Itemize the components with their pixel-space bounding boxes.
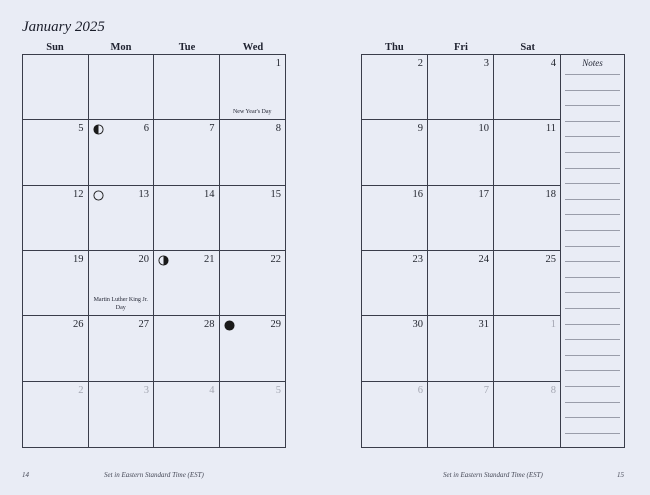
calendar-day-cell[interactable] bbox=[89, 316, 155, 381]
day-header-mon: Mon bbox=[110, 42, 132, 53]
day-number: 15 bbox=[270, 188, 281, 200]
moon-new-icon bbox=[224, 320, 235, 331]
calendar-day-cell[interactable] bbox=[220, 251, 286, 316]
calendar-day-cell[interactable] bbox=[89, 251, 155, 316]
day-header-sun: Sun bbox=[46, 42, 64, 53]
calendar-day-cell[interactable] bbox=[154, 55, 220, 120]
day-number: 22 bbox=[270, 254, 281, 265]
day-number: 21 bbox=[204, 254, 215, 265]
notes-line[interactable] bbox=[565, 324, 620, 325]
holiday-label: New Year's Day bbox=[232, 108, 272, 115]
calendar-day-cell[interactable] bbox=[89, 186, 155, 251]
notes-line[interactable] bbox=[565, 386, 620, 387]
right-timezone-note: Set in Eastern Standard Time (EST) bbox=[443, 471, 543, 479]
calendar-day-cell[interactable] bbox=[220, 55, 286, 120]
day-number: 17 bbox=[478, 188, 489, 200]
day-number: 23 bbox=[412, 254, 423, 265]
right-page-number: 15 bbox=[617, 471, 624, 479]
notes-line[interactable] bbox=[565, 246, 620, 247]
calendar-day-cell[interactable] bbox=[362, 186, 428, 251]
calendar-day-cell[interactable] bbox=[494, 55, 560, 120]
notes-line[interactable] bbox=[565, 199, 620, 200]
calendar-day-cell[interactable] bbox=[494, 120, 560, 185]
notes-line[interactable] bbox=[565, 277, 620, 278]
day-number: 8 bbox=[550, 384, 556, 396]
calendar-day-cell[interactable] bbox=[494, 316, 560, 381]
moon-last-quarter-icon bbox=[158, 255, 169, 266]
notes-line[interactable] bbox=[565, 230, 620, 231]
day-number: 4 bbox=[209, 384, 215, 396]
page-title: January 2025 bbox=[22, 19, 105, 35]
day-number: 27 bbox=[138, 319, 149, 331]
day-number: 29 bbox=[270, 319, 281, 331]
left-timezone-note: Set in Eastern Standard Time (EST) bbox=[104, 471, 204, 479]
day-number: 24 bbox=[478, 254, 489, 265]
calendar-day-cell[interactable] bbox=[220, 186, 286, 251]
calendar-grid-right bbox=[361, 54, 561, 448]
calendar-day-cell[interactable] bbox=[362, 316, 428, 381]
calendar-day-cell[interactable] bbox=[220, 382, 286, 447]
notes-line[interactable] bbox=[565, 152, 620, 153]
day-number: 3 bbox=[143, 384, 149, 396]
calendar-day-cell[interactable] bbox=[23, 251, 89, 316]
calendar-day-cell[interactable] bbox=[23, 186, 89, 251]
notes-line[interactable] bbox=[565, 136, 620, 137]
day-number: 2 bbox=[417, 58, 423, 69]
notes-line[interactable] bbox=[565, 308, 620, 309]
calendar-day-cell[interactable] bbox=[362, 120, 428, 185]
day-number: 16 bbox=[412, 188, 423, 200]
day-number: 7 bbox=[483, 384, 489, 396]
notes-line[interactable] bbox=[565, 74, 620, 75]
notes-line[interactable] bbox=[565, 355, 620, 356]
day-number: 6 bbox=[417, 384, 423, 396]
day-number: 5 bbox=[275, 384, 281, 396]
calendar-day-cell[interactable] bbox=[154, 186, 220, 251]
day-number: 1 bbox=[275, 58, 281, 69]
calendar-day-cell[interactable] bbox=[494, 186, 560, 251]
calendar-day-cell[interactable] bbox=[362, 251, 428, 316]
notes-line[interactable] bbox=[565, 402, 620, 403]
day-number: 12 bbox=[73, 188, 84, 200]
calendar-day-cell[interactable] bbox=[23, 382, 89, 447]
day-number: 25 bbox=[545, 254, 556, 265]
day-number: 1 bbox=[550, 319, 556, 331]
day-number: 7 bbox=[209, 123, 215, 135]
notes-line[interactable] bbox=[565, 214, 620, 215]
holiday-label: Martin Luther King Jr. Day bbox=[93, 297, 148, 311]
day-number: 8 bbox=[275, 123, 281, 135]
calendar-day-cell[interactable] bbox=[220, 120, 286, 185]
notes-line[interactable] bbox=[565, 90, 620, 91]
day-number: 10 bbox=[478, 123, 489, 135]
calendar-day-cell[interactable] bbox=[428, 251, 494, 316]
notes-line[interactable] bbox=[565, 183, 620, 184]
day-header-sat: Sat bbox=[520, 42, 535, 53]
day-number: 2 bbox=[78, 384, 84, 396]
day-header-fri: Fri bbox=[453, 42, 468, 53]
notes-line[interactable] bbox=[565, 417, 620, 418]
calendar-day-cell[interactable] bbox=[362, 382, 428, 447]
calendar-day-cell[interactable] bbox=[23, 55, 89, 120]
calendar-day-cell[interactable] bbox=[428, 186, 494, 251]
day-number: 31 bbox=[478, 319, 489, 331]
day-number: 19 bbox=[73, 254, 84, 265]
notes-title: Notes bbox=[582, 58, 603, 68]
calendar-day-cell[interactable] bbox=[428, 316, 494, 381]
day-header-thu: Thu bbox=[384, 42, 404, 53]
day-number: 11 bbox=[545, 123, 556, 135]
day-number: 4 bbox=[550, 58, 556, 69]
notes-line[interactable] bbox=[565, 370, 620, 371]
day-number: 5 bbox=[78, 123, 84, 135]
calendar-day-cell[interactable] bbox=[494, 251, 560, 316]
day-number: 9 bbox=[417, 123, 423, 135]
calendar-day-cell[interactable] bbox=[494, 382, 560, 447]
calendar-day-cell[interactable] bbox=[23, 120, 89, 185]
notes-line[interactable] bbox=[565, 121, 620, 122]
day-number: 30 bbox=[412, 319, 423, 331]
calendar-day-cell[interactable] bbox=[89, 120, 155, 185]
calendar-day-cell[interactable] bbox=[362, 55, 428, 120]
day-number: 18 bbox=[545, 188, 556, 200]
calendar-day-cell[interactable] bbox=[154, 251, 220, 316]
day-header-wed: Wed bbox=[242, 42, 264, 53]
calendar-day-cell[interactable] bbox=[220, 316, 286, 381]
moon-full-icon bbox=[93, 190, 104, 201]
calendar-day-cell[interactable] bbox=[428, 382, 494, 447]
notes-line[interactable] bbox=[565, 292, 620, 293]
calendar-day-cell[interactable] bbox=[89, 382, 155, 447]
day-number: 14 bbox=[204, 188, 215, 200]
day-number: 6 bbox=[143, 123, 149, 135]
notes-line[interactable] bbox=[565, 261, 620, 262]
moon-first-quarter-icon bbox=[93, 124, 104, 135]
calendar-day-cell[interactable] bbox=[89, 55, 155, 120]
day-number: 20 bbox=[138, 254, 149, 265]
calendar-day-cell[interactable] bbox=[154, 120, 220, 185]
notes-column bbox=[561, 54, 625, 448]
day-number: 13 bbox=[138, 188, 149, 200]
calendar-grid-left bbox=[22, 54, 286, 448]
calendar-day-cell[interactable] bbox=[23, 316, 89, 381]
calendar-day-cell[interactable] bbox=[154, 382, 220, 447]
notes-line[interactable] bbox=[565, 339, 620, 340]
day-number: 3 bbox=[483, 58, 489, 69]
notes-line[interactable] bbox=[565, 105, 620, 106]
notes-line[interactable] bbox=[565, 168, 620, 169]
left-page-number: 14 bbox=[22, 471, 29, 479]
day-number: 26 bbox=[73, 319, 84, 331]
calendar-day-cell[interactable] bbox=[428, 120, 494, 185]
day-number: 28 bbox=[204, 319, 215, 331]
day-header-tue: Tue bbox=[178, 42, 196, 53]
notes-line[interactable] bbox=[565, 433, 620, 434]
calendar-day-cell[interactable] bbox=[154, 316, 220, 381]
calendar-day-cell[interactable] bbox=[428, 55, 494, 120]
